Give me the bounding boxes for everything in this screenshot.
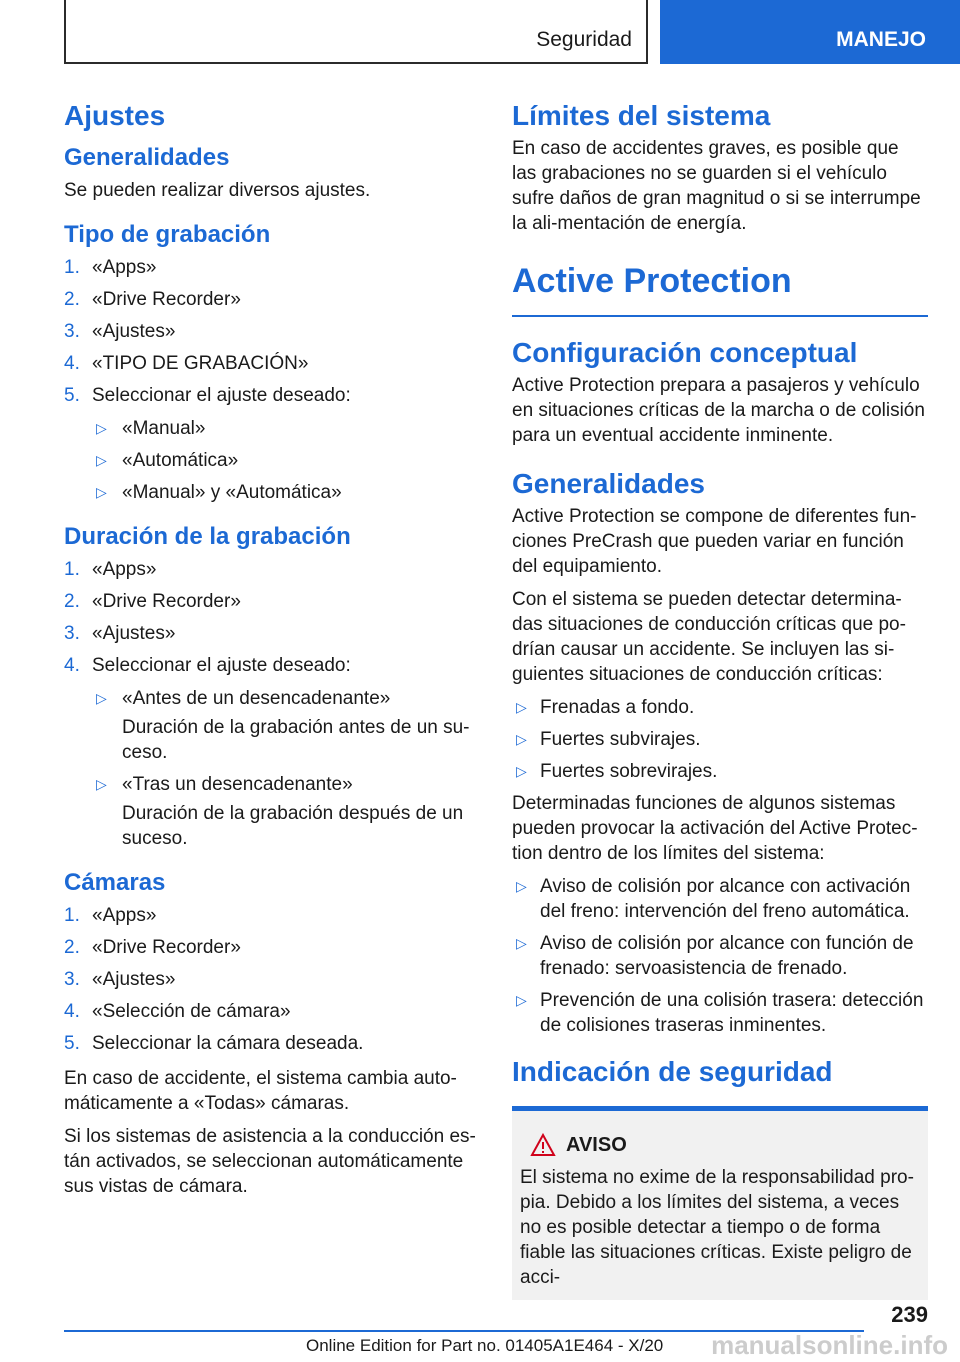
function-item: ▷ Prevención de una colisión trasera: detección de colisiones traseras inminentes. — [516, 990, 924, 1036]
triangle-right-icon: ▷ — [96, 776, 107, 792]
warning-title: AVISO — [520, 1133, 920, 1157]
step-item: 3. «Ajustes» — [64, 321, 176, 342]
ajustes-heading: Ajustes — [64, 100, 166, 131]
generalidades-text: Se pueden realizar diversos ajustes. — [64, 180, 371, 201]
camaras-text-2: Si los sistemas de asistencia a la conducción es-tán activados, se seleccionan automáticamente sus vistas de cámara. — [64, 1126, 476, 1197]
option-item: ▷ «Manual» y «Automática» — [96, 482, 342, 503]
triangle-right-icon: ▷ — [516, 763, 527, 779]
right-column — [512, 100, 928, 1300]
limites-text: En caso de accidentes graves, es posible que las grabaciones no se guarden si el vehículo sufre daños de gran magnitud o si se interrumpe la ali-mentación de energía. — [512, 138, 921, 234]
duracion-steps — [64, 557, 476, 851]
triangle-right-icon: ▷ — [516, 731, 527, 747]
triangle-right-icon: ▷ — [516, 935, 527, 951]
situations-list — [512, 695, 928, 784]
step-item: 1. «Apps» — [64, 905, 157, 926]
generalidades-heading: Generalidades — [64, 144, 230, 171]
page-number: 239 — [891, 1302, 928, 1327]
option-item: ▷ «Antes de un desencadenante» Duración de la grabación antes de un su-ceso. — [92, 686, 476, 765]
step-item: 5. Seleccionar el ajuste deseado: ▷ «Manual» ▷ «Automática» ▷ «Manual» y «Automática» — [64, 383, 476, 505]
limites-heading: Límites del sistema — [512, 100, 771, 131]
generalidades-ap-text-3: Determinadas funciones de algunos sistemas pueden provocar la activación del Active Protec-tion dentro de los límites del sistema: — [512, 793, 918, 864]
footer-edition: Online Edition for Part no. 01405A1E464 - X/20 — [306, 1336, 664, 1355]
generalidades-ap-heading: Generalidades — [512, 468, 705, 499]
section-title: Seguridad — [536, 28, 632, 51]
triangle-right-icon: ▷ — [96, 420, 107, 436]
step-item: 4. «TIPO DE GRABACIÓN» — [64, 353, 309, 374]
indicacion-seguridad-heading: Indicación de seguridad — [512, 1056, 833, 1087]
tipo-grabacion-heading: Tipo de grabación — [64, 221, 271, 248]
situation-item: ▷ Frenadas a fondo. — [516, 697, 695, 718]
triangle-right-icon: ▷ — [96, 452, 107, 468]
situation-item: ▷ Fuertes subvirajes. — [516, 729, 701, 750]
step-item: 4. Seleccionar el ajuste deseado: ▷ «Antes de un desencadenante» Duración de la grabación antes de un su-ceso. ▷ «Tras un desencadenante» Duración de la grabación después de un suceso. — [64, 653, 476, 851]
tipo-grabacion-steps — [64, 255, 476, 505]
left-column — [64, 100, 476, 1207]
warning-triangle-icon — [530, 1133, 556, 1157]
camaras-heading: Cámaras — [64, 869, 166, 896]
camaras-steps — [64, 903, 476, 1056]
generalidades-ap-text-1: Active Protection se compone de diferentes fun-ciones PreCrash que pueden variar en función del equipamiento. — [512, 506, 917, 577]
step-item: 2. «Drive Recorder» — [64, 591, 241, 612]
duracion-heading: Duración de la grabación — [64, 523, 351, 550]
option-item: ▷ «Automática» — [96, 450, 239, 471]
warning-text: El sistema no exime de la responsabilidad pro-pia. Debido a los límites del sistema, a veces no es posible detectar a tiempo o de forma fiable las situaciones críticas. Existe peligro de acci- — [520, 1167, 914, 1288]
option-list — [92, 416, 476, 505]
triangle-right-icon: ▷ — [96, 484, 107, 500]
configuracion-heading: Configuración conceptual — [512, 337, 858, 368]
header-frame — [64, 0, 648, 64]
step-item: 1. «Apps» — [64, 257, 157, 278]
step-item: 3. «Ajustes» — [64, 623, 176, 644]
option-item: ▷ «Tras un desencadenante» Duración de la grabación después de un suceso. — [92, 772, 476, 851]
watermark-logo: manualsonline.info — [711, 1330, 948, 1360]
option-description: Duración de la grabación después de un suceso. — [122, 803, 464, 849]
step-item: 2. «Drive Recorder» — [64, 289, 241, 310]
function-item: ▷ Aviso de colisión por alcance con función de frenado: servoasistencia de frenado. — [516, 933, 914, 979]
option-item: ▷ «Manual» — [96, 418, 206, 439]
active-protection-title: Active Protection — [512, 262, 928, 317]
situation-item: ▷ Fuertes sobrevirajes. — [516, 761, 718, 782]
triangle-right-icon: ▷ — [96, 690, 107, 706]
triangle-right-icon: ▷ — [516, 878, 527, 894]
warning-box — [512, 1106, 928, 1300]
configuracion-text: Active Protection prepara a pasajeros y vehículo en situaciones críticas de la marcha o de colisión para un eventual accidente inminente. — [512, 375, 925, 446]
camaras-text-1: En caso de accidente, el sistema cambia auto-máticamente a «Todas» cámaras. — [64, 1068, 457, 1114]
step-item: 5. Seleccionar la cámara deseada. — [64, 1033, 364, 1054]
function-item: ▷ Aviso de colisión por alcance con activación del freno: intervención del freno automática. — [516, 876, 911, 922]
triangle-right-icon: ▷ — [516, 992, 527, 1008]
option-description: Duración de la grabación antes de un su-ceso. — [122, 717, 470, 763]
tab-manejo[interactable]: MANEJO — [660, 0, 960, 64]
option-list — [92, 686, 476, 851]
step-item: 3. «Ajustes» — [64, 969, 176, 990]
triangle-right-icon: ▷ — [516, 699, 527, 715]
functions-list — [512, 874, 928, 1038]
step-item: 2. «Drive Recorder» — [64, 937, 241, 958]
step-item: 1. «Apps» — [64, 559, 157, 580]
generalidades-ap-text-2: Con el sistema se pueden detectar determina-das situaciones de conducción críticas que po-drían causar un accidente. Se incluyen las si-guientes situaciones de conducción críticas: — [512, 589, 906, 685]
step-item: 4. «Selección de cámara» — [64, 1001, 291, 1022]
